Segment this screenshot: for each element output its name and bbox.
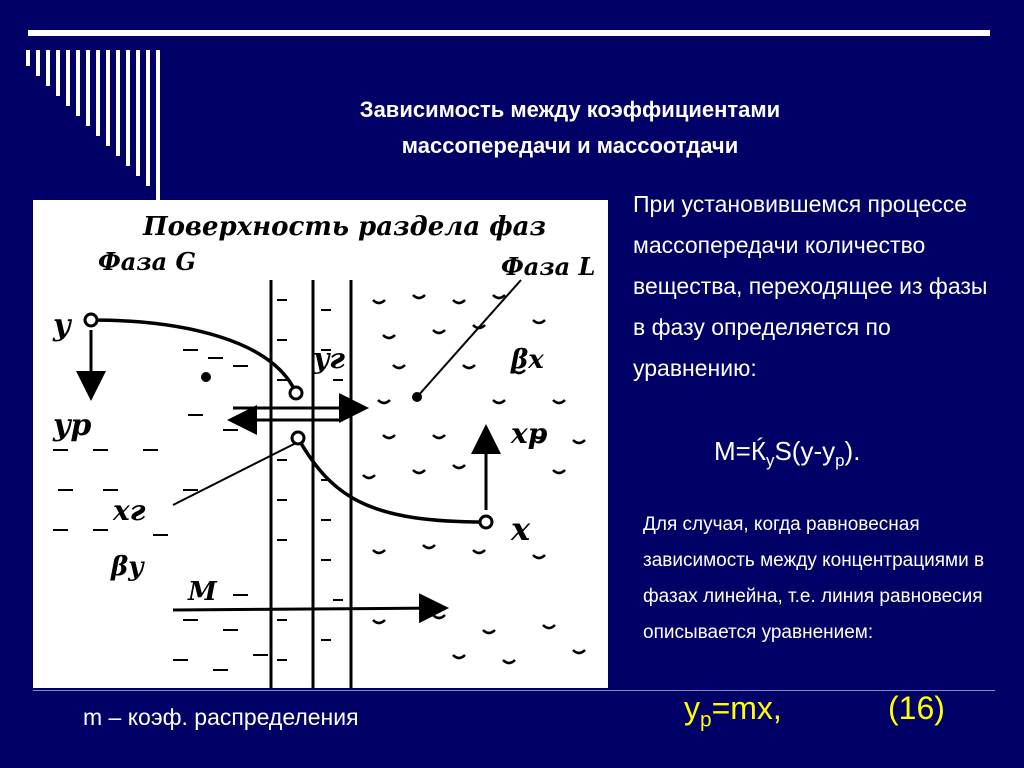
label-xp: xp (511, 417, 548, 450)
mass-transfer-diagram (33, 200, 608, 688)
label-m: M (188, 577, 217, 607)
title-line-2: массопередачи и массоотдачи (401, 133, 739, 158)
label-phase-l: Фаза L (501, 252, 596, 281)
label-x: x (511, 510, 531, 548)
eq2-main: y (684, 690, 700, 726)
paragraph-2: Для случая, когда равновесная зависимость между концентрациями в фазах линейна, т.е. линия равновесия описывается уравнением: (643, 514, 985, 643)
eq1-mid: S(y-y (774, 436, 836, 466)
y-concentration-curve (91, 320, 296, 393)
eq2-sub: p (700, 708, 712, 732)
label-bx: βx (511, 345, 544, 375)
title-line-1: Зависимость между коэффициентами (359, 97, 781, 122)
eq1-main: M=Ќ (714, 436, 766, 466)
label-yg: yг (313, 342, 346, 375)
phase-g-hatch (53, 350, 268, 670)
label-by: βy (111, 552, 144, 582)
slide-title (250, 92, 890, 164)
equation-1 (714, 436, 860, 471)
label-y: y (53, 308, 71, 343)
eq1-sub2: p (835, 451, 845, 471)
paragraph-1: При установившемся процессе массопередачи количество вещества, переходящее из фазы в фазу определяется по уравнению: (633, 191, 988, 381)
label-xg: xг (113, 494, 146, 527)
bottom-rule (33, 690, 995, 691)
diagram-panel (33, 200, 608, 688)
eq2-end: =mx, (711, 690, 782, 726)
eq1-sub1: y (766, 451, 775, 471)
label-surface: Поверхность раздела фаз (143, 212, 547, 242)
equation-number: (16) (888, 690, 945, 726)
top-rule (28, 30, 990, 36)
footnote: m – коэф. распределения (83, 704, 359, 730)
eq1-end: ). (844, 436, 861, 466)
label-yp: yp (53, 408, 92, 443)
equation-2 (684, 690, 782, 732)
label-phase-g: Фаза G (98, 247, 197, 276)
